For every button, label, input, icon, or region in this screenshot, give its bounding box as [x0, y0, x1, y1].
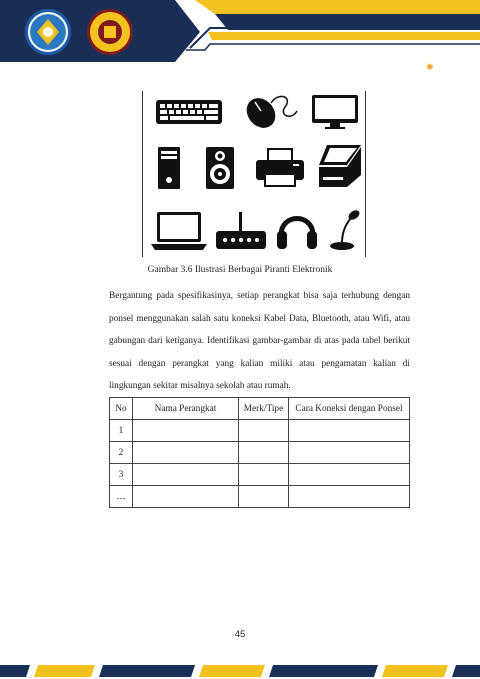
row-number: 2: [110, 442, 133, 464]
table-row: [110, 442, 410, 464]
keyboard-icon: [155, 97, 223, 127]
table-row: [110, 486, 410, 508]
header-device-name: Nama Perangkat: [133, 398, 239, 420]
printer-icon: [255, 148, 305, 188]
device-name-cell[interactable]: [133, 486, 239, 508]
monitor-icon: [311, 94, 359, 130]
kemendikbud-logo: [25, 9, 71, 55]
sparkle-icon: ✺: [426, 62, 434, 72]
speaker-icon: [205, 146, 235, 190]
connection-cell[interactable]: [289, 464, 410, 486]
brand-type-cell[interactable]: [239, 464, 289, 486]
header-connection-method: Cara Koneksi dengan Ponsel: [289, 398, 410, 420]
row-number: 3: [110, 464, 133, 486]
row-number: …: [110, 486, 133, 508]
headphones-icon: [275, 209, 319, 251]
university-seal-logo: [87, 9, 133, 55]
table-header-row: [110, 398, 410, 420]
brand-type-cell[interactable]: [239, 420, 289, 442]
connection-cell[interactable]: [289, 442, 410, 464]
scanner-icon: [317, 143, 363, 189]
device-table: [109, 397, 410, 508]
table-row: [110, 464, 410, 486]
device-name-cell[interactable]: [133, 464, 239, 486]
device-name-cell[interactable]: [133, 442, 239, 464]
body-paragraph: Bergantung pada spesifikasinya, setiap perangkat bisa saja terhubung dengan ponsel menggunakan salah satu koneksi Kabel Data, Bluetooth, atau Wifi, atau gabungan dari ketiganya. Identifikasi gambar-gambar di atas pada tabel berikut sesuai dengan perangkat yang kalian miliki atau pengamatan kalian di lingkungan sekitar misalnya sekolah atau rumah.: [109, 291, 410, 392]
page-footer-stripes: [0, 663, 480, 679]
page-header-banner: [0, 0, 480, 90]
connection-cell[interactable]: [289, 420, 410, 442]
microphone-icon: [327, 209, 363, 251]
header-brand-type: Merk/Tipe: [239, 398, 289, 420]
device-illustration: [142, 91, 366, 257]
header-no: No: [110, 398, 133, 420]
router-icon: [215, 211, 267, 251]
device-name-cell[interactable]: [133, 420, 239, 442]
page-number: 45: [234, 629, 246, 640]
row-number: 1: [110, 420, 133, 442]
figure-caption: Gambar 3.6 Ilustrasi Berbagai Piranti Elektronik: [147, 265, 333, 275]
mouse-icon: [241, 93, 301, 129]
laptop-icon: [149, 211, 209, 251]
pc-tower-icon: [157, 146, 181, 190]
brand-type-cell[interactable]: [239, 486, 289, 508]
table-row: [110, 420, 410, 442]
brand-type-cell[interactable]: [239, 442, 289, 464]
connection-cell[interactable]: [289, 486, 410, 508]
